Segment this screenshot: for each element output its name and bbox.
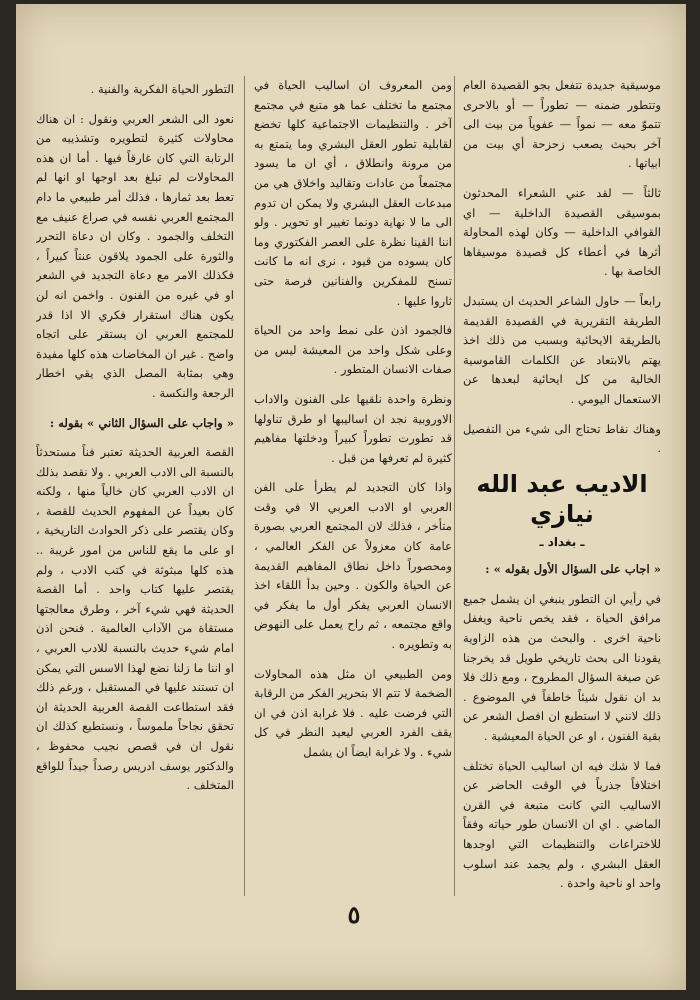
page-number: ٥ xyxy=(347,900,361,929)
paragraph: التطور الحياة الفكرية والفنية . xyxy=(90,82,234,96)
paragraph: القصة العربية الحديثة تعتبر فناً مستحدثاً بالنسبة الى الادب العربي . ولا نقصد بذلك ان الادب العربي كان خالياً منها ، ولكنه كان بعيداً عن المفهوم الحديث للقصة ، وكان يقتصر على ذكر الحوادث التاريخية ، او على ما يقع للناس من امور غريبة .. هذه كلها مبثوثة في كتب الادب ، ولم يقتصر عليها كتاب واحد . أما القصة الحديثة فهي شيء آخر ، وطرق معالجتها مستقاة من الآداب العالمية . فنحن اذن امام شيء حديث بالنسبة للادب العربي ، او اننا ما زلنا نضع لهذا الاسس التي يمكن ان تستند عليها في المستقبل ، ورغم ذلك فقد استطاعت القصة العربية الحديثة ان تحقق نجاحاً ملموساً ، ونستطيع كذلك ان نقول ان في قصص نجيب محفوظ ، والدكتور يوسف ادريس رصداً جيداً للواقع المتخلف . xyxy=(36,445,234,793)
paragraph: في رأيي ان التطور ينبغي ان يشمل جميع مرافق الحياة ، فقد يخص ناحية ويغفل ناحية اخرى . والبحث من هذه الزاوية يقودنا الى بحث تاريخي طويل قد يخرجنا عن صيغة السؤال المطروح ، ومع ذلك فلا بد ان نقول شيئاً خاطفاً في الموضوع . ذلك لانني لا استطيع ان افصل الشعر عن بقية الفنون ، او عن الحياة المعيشية . xyxy=(463,591,661,744)
paragraph: نعود الى الشعر العربي ونقول : ان هناك محاولات كثيرة لتطويره وتشذيبه من الرتابة التي كان غارقاً فيها . أما ان هذه المحاولات لم تبلغ بعد اوجها او انها لم تعط بعد ثمارها ، فذلك أمر طبيعي ما دام المجتمع العربي نفسه في صراع عنيف مع التخلف والجمود . وكان ان دعاة التحرر والثورة على الجمود يلاقون عنتاً كبيراً ، فكذلك الامر مع دعاة التجديد في الشعر او في غيره من الفنون . واخمن انه لن يكون هناك استقرار فكري الا اذا قدر للمجتمع العربي ان يستقر على اتجاه واضح . غير ان المخاضات هذه كلها مفيدة وهي بمثابة المصل الذي يقي اخطار الرجعة والنكسة . xyxy=(36,111,234,400)
paragraph: موسيقية جديدة تتفعل بجو القصيدة العام وتتطور ضمنه — تطوراً — أو بالاحرى تتموّ معه — نمواً — عفوياً من بيت الى آخر بحيث يصعب زحزحة أي بيت من ابياتها . xyxy=(463,78,661,171)
paragraph: ومن الطبيعي ان مثل هذه المحاولات الضخمة لا تتم الا بتحرير الفكر من الرقابة التي فرضت عليه . فلا غرابة اذن في ان يقف الفرد العربي ليعيد النظر في كل شيء . ولا غرابة ايضاً ان يشمل xyxy=(254,666,452,759)
column-divider xyxy=(454,76,455,896)
paragraph: فما لا شك فيه ان اساليب الحياة تختلف اختلافاً جذرياً في الوقت الحاضر عن الاساليب التي كانت متبعة في القرن الماضي . اي ان الانسان طور حياته وفقاً للاختراعات والتنظيمات التي اوجدها العقل البشري ، ولم يجمد عند اسلوب واحد او ناحية واحدة . xyxy=(463,758,661,891)
paragraph: ثالثاً — لقد عني الشعراء المحدثون بموسيقى القصيدة الداخلية — اي القوافي الداخلية — وكان لهذه المحاولة أثرها في أعطاء كل قصيدة موسيقاها الخاصة بها . xyxy=(463,185,661,279)
question-lead: « اجاب على السؤال الأول بقوله » : xyxy=(485,562,661,577)
paragraph: ونظرة واحدة نلقيها على الفنون والاداب الاوروبية نجد ان اساليبها او طرق تناولها قد تطورت تطوراً كبيراً ودخلتها مفاهيم كثيرة لم تعرفها من قبل . xyxy=(254,391,452,465)
question-lead: « واجاب على السؤال الثاني » بقوله : xyxy=(49,415,234,430)
paragraph: فالجمود اذن على نمط واحد من الحياة وعلى شكل واحد من المعيشة ليس من صفات الانسان المتطور . xyxy=(254,323,452,377)
column-right xyxy=(463,76,661,904)
paragraph: واذا كان التجديد لم يطرأ على الفن العربي او الادب العربي الا في وقت متأخر ، فذلك لان المجتمع العربي بصورة عامة كان معزولاً عن الفكر العالمي ، ومحصوراً داخل نطاق المفاهيم القديمة عن الحياة والكون . وحين بدأ اللقاء اخذ الانسان العربي يفكر أول ما يفكر في واقع مجتمعه ، ثم راح يعمل على النهوض به وتطويره . xyxy=(254,480,452,652)
magazine-page xyxy=(16,4,686,990)
column-left xyxy=(36,80,234,806)
paragraph: وهناك نقاط تحتاج الى شيء من التفصيل . xyxy=(463,421,661,456)
paragraph: ومن المعروف ان اساليب الحياة في مجتمع ما تختلف عما هو متبع في مجتمع آخر . والتنظيمات الاجتماعية كلها تخضع لقابلية تطور العقل البشري وما يتمتع به من مرونة وانطلاق ، أي ان ما يسود مجتمعاً من عادات وتقاليد واخلاق هي من مبدعات العقل البشري ولا يمكن ان تدوم الى ما لا نهاية دونما تغيير او تحوير . ولو اننا القينا نظرة على العصر الفكتوري وما كان يسوده من قيود ، نرى انه ما كانت تسنح للمفكرين والفنانين فرصة حتى ثاروا عليها . xyxy=(254,78,452,308)
author-city: ـ بغداد ـ xyxy=(539,534,585,549)
column-divider xyxy=(244,76,245,896)
column-middle xyxy=(254,76,452,773)
paragraph: رابعاً — حاول الشاعر الحديث ان يستبدل الطريقة التقريرية في القصيدة القديمة بالطريقة الايحائية وبسبب من ذلك اخذ يهتم بالابتعاد عن الكلمات القاموسية الخالية من كل ايحائية لبعدها عن الاستعمال اليومي . xyxy=(463,293,661,406)
author-heading: الاديب عبد الله نيازي xyxy=(476,469,648,528)
